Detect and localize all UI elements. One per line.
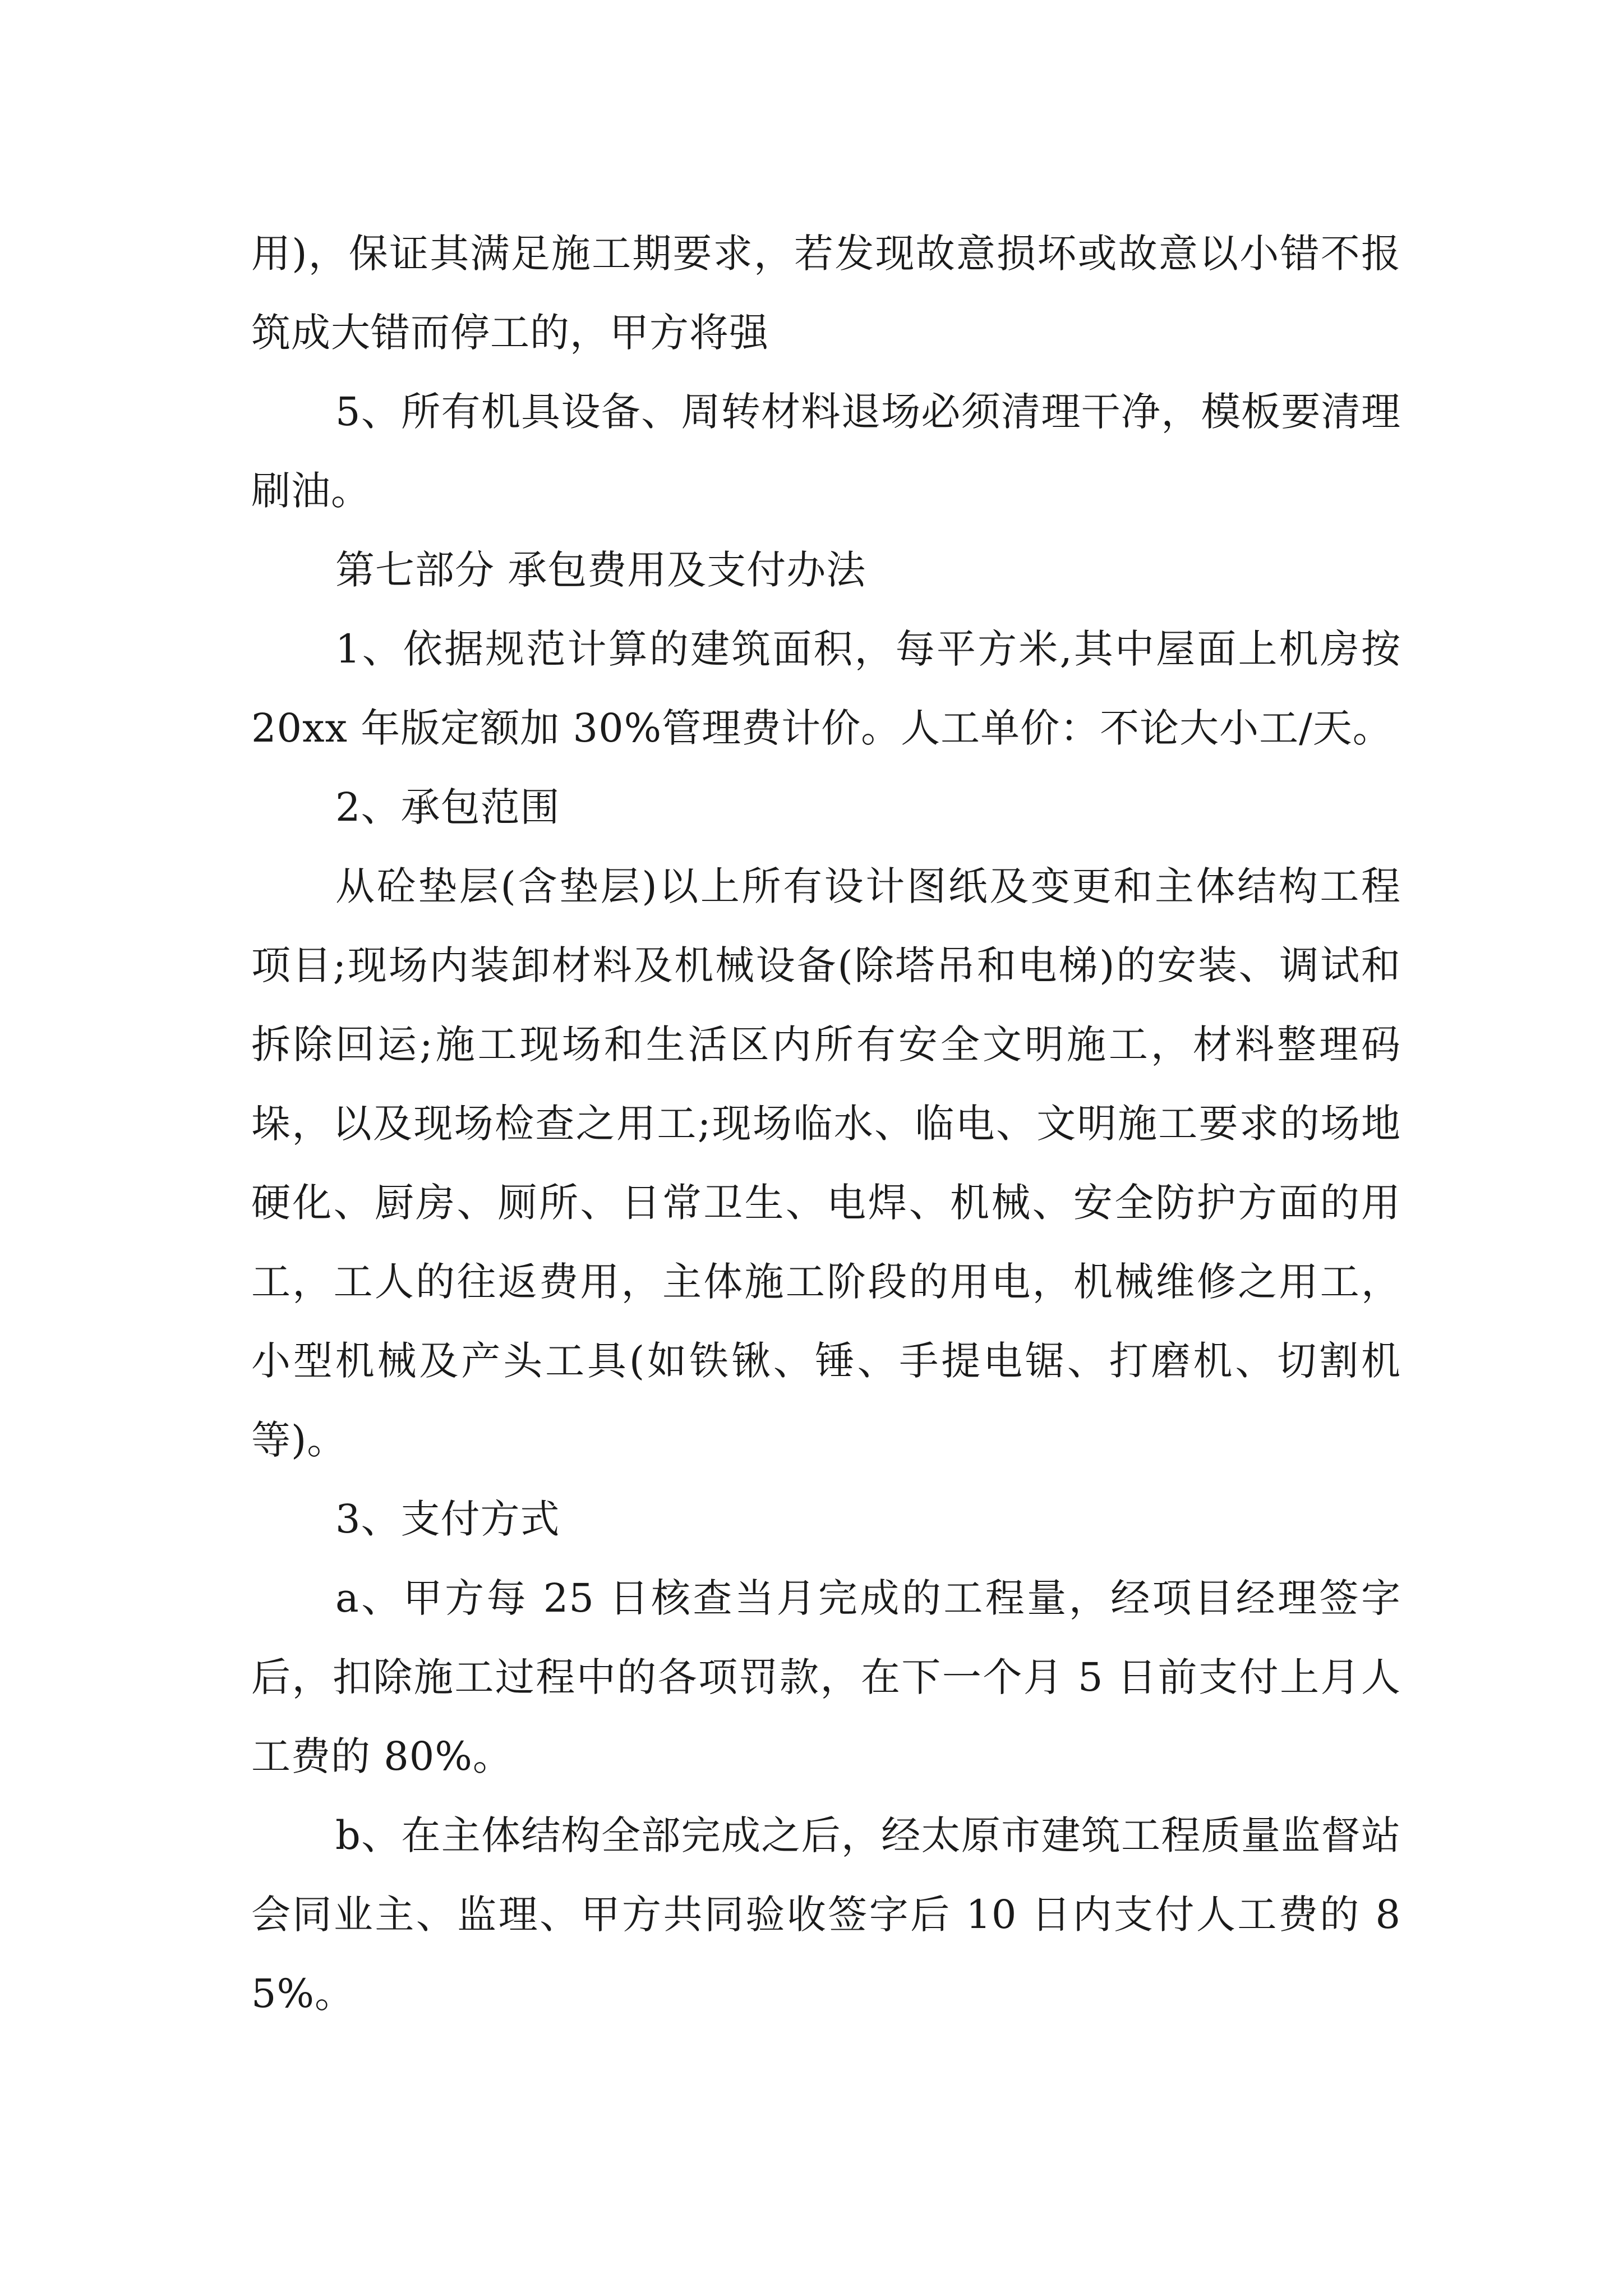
paragraph-continuation: 用)，保证其满足施工期要求，若发现故意损坏或故意以小错不报筑成大错而停工的，甲方将强 [251,231,1401,356]
paragraph-item-1: 1、依据规范计算的建筑面积，每平方米,其中屋面上机房按 20xx 年版定额加 30%管理费计价。人工单价：不论大小工/天。 [251,626,1401,751]
paragraph-payment-a: a、甲方每 25 日核查当月完成的工程量，经项目经理签字后，扣除施工过程中的各项罚款，在下一个月 5 日前支付上月人工费的 80%。 [251,1575,1401,1779]
document-body [251,214,1401,2033]
section-heading-part-7: 第七部分 承包费用及支付办法 [335,547,866,593]
paragraph-item-3-heading: 3、支付方式 [335,1496,560,1542]
paragraph-item-2-heading: 2、承包范围 [335,784,560,830]
paragraph-scope-details: 从砼垫层(含垫层)以上所有设计图纸及变更和主体结构工程项目;现场内装卸材料及机械设备(除塔吊和电梯)的安装、调试和拆除回运;施工现场和生活区内所有安全文明施工，材料整理码垛，以及现场检查之用工;现场临水、临电、文明施工要求的场地硬化、厨房、厕所、日常卫生、电焊、机械、安全防护方面的用工，工人的往返费用，主体施工阶段的用电，机械维修之用工，小型机械及产头工具(如铁锹、锤、手提电锯、打磨机、切割机等)。 [251,863,1401,1463]
paragraph-item-5: 5、所有机具设备、周转材料退场必须清理干净，模板要清理刷油。 [251,389,1401,514]
paragraph-payment-b: b、在主体结构全部完成之后，经太原市建筑工程质量监督站会同业主、监理、甲方共同验收签字后 10 日内支付人工费的 85%。 [251,1812,1401,2017]
